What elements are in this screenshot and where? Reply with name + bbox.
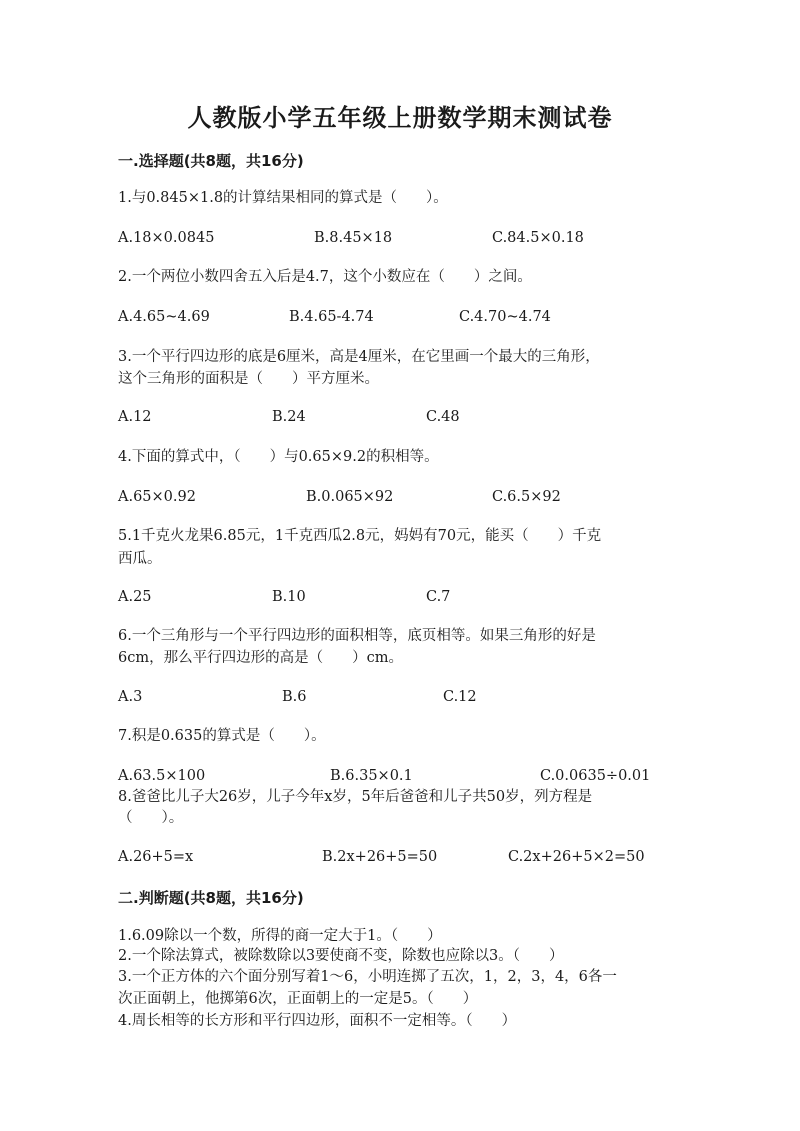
question-1-option-b: B.8.45×18 [314, 230, 393, 246]
question-8-text-line-1: 8.爸爸比儿子大26岁，儿子今年x岁，5年后爸爸和儿子共50岁，列方程是 [118, 789, 593, 805]
question-6-option-c: C.12 [443, 689, 477, 705]
question-5-text-line-2: 西瓜。 [118, 551, 162, 567]
question-4-option-a: A.65×0.92 [118, 489, 196, 505]
judgment-item-3-line-1: 3.一个正方体的六个面分别写着1～6，小明连掷了五次，1，2，3，4，6各一 [118, 969, 617, 985]
question-1-text: 1.与0.845×1.8的计算结果相同的算式是（ ）。 [118, 190, 448, 206]
question-5-option-b: B.10 [272, 589, 306, 605]
judgment-item-4: 4.周长相等的长方形和平行四边形，面积不一定相等。（ ） [118, 1013, 517, 1029]
judgment-item-3-line-2: 次正面朝上，他掷第6次，正面朝上的一定是5。（ ） [118, 991, 478, 1007]
section-heading-judgment: 二.判断题(共8题，共16分) [118, 889, 304, 907]
question-7-option-c: C.0.0635÷0.01 [540, 768, 651, 784]
question-1-option-c: C.84.5×0.18 [492, 230, 584, 246]
question-4-option-b: B.0.065×92 [306, 489, 394, 505]
section-heading-choice: 一.选择题(共8题，共16分) [118, 152, 304, 170]
question-1-option-a: A.18×0.0845 [118, 230, 215, 246]
question-8-text-line-2: （ ）。 [118, 810, 184, 826]
question-6-option-a: A.3 [118, 689, 143, 705]
question-3-text-line-1: 3.一个平行四边形的底是6厘米，高是4厘米，在它里画一个最大的三角形， [118, 349, 600, 365]
question-4-text: 4.下面的算式中，（ ）与0.65×9.2的积相等。 [118, 449, 439, 465]
question-2-option-a: A.4.65~4.69 [118, 309, 210, 325]
question-5-option-c: C.7 [426, 589, 451, 605]
question-7-option-a: A.63.5×100 [118, 768, 206, 784]
question-6-text-line-2: 6cm，那么平行四边形的高是（ ）cm。 [118, 650, 403, 666]
question-3-option-b: B.24 [272, 409, 306, 425]
question-3-option-c: C.48 [426, 409, 460, 425]
question-5-text-line-1: 5.1千克火龙果6.85元，1千克西瓜2.8元，妈妈有70元，能买（ ）千克 [118, 528, 602, 544]
question-5-option-a: A.25 [118, 589, 152, 605]
page-title: 人教版小学五年级上册数学期末测试卷 [187, 103, 613, 132]
question-2-text: 2.一个两位小数四舍五入后是4.7，这个小数应在（ ）之间。 [118, 269, 532, 285]
question-2-option-b: B.4.65-4.74 [289, 309, 374, 325]
question-3-option-a: A.12 [118, 409, 152, 425]
question-8-option-a: A.26+5=x [118, 849, 194, 865]
question-7-option-b: B.6.35×0.1 [330, 768, 413, 784]
question-6-option-b: B.6 [282, 689, 307, 705]
question-3-text-line-2: 这个三角形的面积是（ ）平方厘米。 [118, 371, 379, 387]
question-6-text-line-1: 6.一个三角形与一个平行四边形的面积相等，底页相等。如果三角形的好是 [118, 628, 596, 644]
question-2-option-c: C.4.70~4.74 [459, 309, 551, 325]
judgment-item-1: 1.6.09除以一个数，所得的商一定大于1。（ ） [118, 928, 442, 944]
question-8-option-b: B.2x+26+5=50 [322, 849, 438, 865]
judgment-item-2: 2.一个除法算式，被除数除以3要使商不变，除数也应除以3。（ ） [118, 948, 564, 964]
question-4-option-c: C.6.5×92 [492, 489, 561, 505]
question-7-text: 7.积是0.635的算式是（ ）。 [118, 728, 326, 744]
question-8-option-c: C.2x+26+5×2=50 [508, 849, 645, 865]
